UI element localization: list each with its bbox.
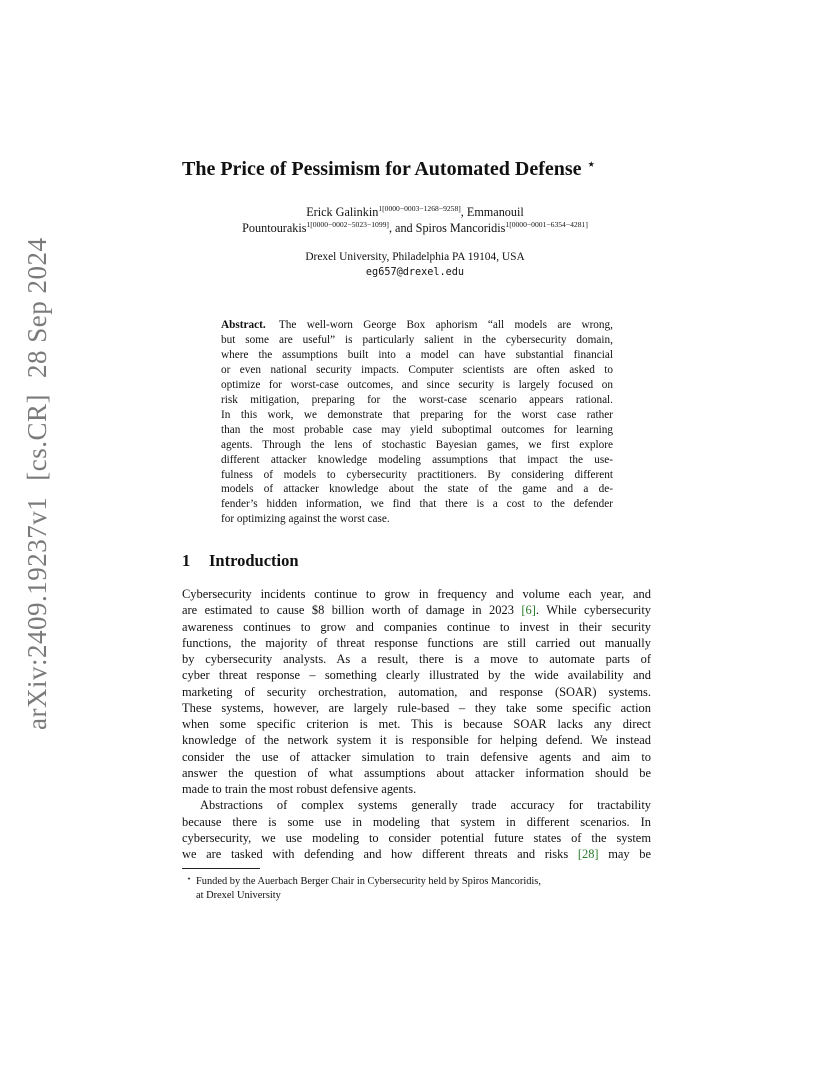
abstract-line: Abstract. The well-worn George Box aphorism “all models are wrong, — [221, 319, 613, 331]
body-line: cybersecurity, we use modeling to consider potential future states of the system — [182, 830, 651, 845]
body-line: made to train the most robust defensive agents. — [182, 782, 417, 796]
abstract-line: different attacker knowledge modeling assumptions that impact the use- — [221, 453, 613, 466]
body-line: we are tasked with defending and how different threats and risks [28] may be — [182, 847, 651, 861]
section-heading-introduction — [182, 551, 299, 571]
abstract — [221, 318, 613, 527]
email-link[interactable]: eg657@drexel.edu — [365, 267, 465, 278]
body-line: marketing of security orchestration, automation, and response (SOAR) systems. — [182, 684, 651, 699]
body-line: knowledge of the network system it is responsible for helping defend. We instead — [182, 733, 651, 748]
affiliation: Drexel University, Philadelphia PA 19104, USA — [305, 251, 525, 263]
author-3-orcid: 1[0000−0001−6354−4281] — [505, 220, 588, 229]
abstract-line: where the assumptions built into a model can have substantial financial — [221, 348, 613, 361]
author-3-name: , and Spiros Mancoridis — [388, 221, 506, 235]
abstract-label: Abstract. — [221, 319, 266, 331]
arxiv-side-stamp — [24, 238, 51, 730]
citation-link[interactable]: [28] — [577, 847, 599, 861]
citation-link[interactable]: [6] — [521, 603, 536, 618]
arxiv-category: [cs.CR] — [22, 394, 52, 481]
abstract-line: optimize for worst-case outcomes, and since security is largely focused on — [221, 378, 613, 391]
body-line: consider the use of attacker simulation to train defensive agents and aim to — [182, 749, 651, 764]
abstract-line: or even national security impacts. Computer scientists are often asked to — [221, 363, 613, 376]
title-footnote-mark: ⋆ — [587, 157, 596, 171]
abstract-line: than the most probable case may yield suboptimal outcomes for learning — [221, 423, 613, 436]
arxiv-id: arXiv:2409.19237v1 — [22, 496, 52, 730]
body-line: cyber threat response – something clearly illustrated by the wide availability and — [182, 668, 651, 683]
author-2-name-part1: , Emmanouil — [460, 205, 524, 219]
author-line-1 — [150, 204, 680, 220]
author-list — [150, 204, 680, 236]
body-line: answer the question of what assumptions about attacker information should be — [182, 765, 651, 780]
abstract-line: models of attacker knowledge about the state of the game and a de- — [221, 483, 613, 496]
abstract-line: fender’s hidden information, we find that there is a cost to the defender — [221, 498, 613, 511]
author-1-orcid: 1[0000−0003−1268−9258] — [378, 204, 461, 213]
author-2-orcid: 1[0000−0002−5023−1099] — [306, 220, 389, 229]
author-line-2 — [150, 220, 680, 236]
footnote-line-1: Funded by the Auerbach Berger Chair in Cybersecurity held by Spiros Mancoridis, — [196, 876, 541, 887]
body-line: Abstractions of complex systems generally trade accuracy for tractability — [200, 798, 651, 813]
body-line: because there is some use in modeling that system in different scenarios. In — [182, 814, 651, 829]
paper-title — [182, 153, 652, 180]
footnote-line-2: at Drexel University — [196, 890, 281, 901]
abstract-line: In this work, we demonstrate that preparing for the worst case rather — [221, 408, 613, 421]
section-title: Introduction — [209, 551, 299, 570]
body-line: functions, the majority of threat response functions are still carried out manually — [182, 635, 651, 650]
footnote-rule — [182, 868, 260, 869]
abstract-line: for optimizing against the worst case. — [221, 513, 390, 526]
body-line: by cybersecurity analysts. As a result, there is a move to automate parts of — [182, 652, 651, 666]
abstract-line: agents. Through the lens of stochastic Bayesian games, we first explore — [221, 438, 613, 451]
abstract-line: fulness of models to cybersecurity practitioners. By considering different — [221, 468, 613, 481]
author-2-name-part2: Pountourakis — [242, 221, 307, 235]
body-line: Cybersecurity incidents continue to grow in frequency and volume each year, and — [182, 587, 651, 601]
body-line: awareness continues to grow and companies continue to invest in their security — [182, 619, 651, 634]
introduction-body — [182, 586, 651, 862]
body-line: are estimated to cause $8 billion worth of damage in 2023 [6]. While cybersecurity — [182, 603, 652, 618]
author-1-name: Erick Galinkin — [306, 205, 379, 219]
abstract-line: risk mitigation, preparing for the worst-case scenario appears rational. — [221, 393, 613, 406]
body-line: These systems, however, are largely rule-based – they take some specific action — [182, 700, 651, 715]
section-number: 1 — [182, 551, 191, 570]
body-line: when some specific criterion is met. This is because SOAR lacks any direct — [182, 717, 651, 731]
arxiv-date: 28 Sep 2024 — [22, 237, 52, 379]
footnote — [182, 872, 652, 903]
paper-title-text: The Price of Pessimism for Automated Defense — [182, 158, 582, 180]
abstract-line: but some are useful” is particularly salient in the cybersecurity domain, — [221, 333, 613, 346]
footnote-mark: ⋆ — [186, 874, 192, 883]
